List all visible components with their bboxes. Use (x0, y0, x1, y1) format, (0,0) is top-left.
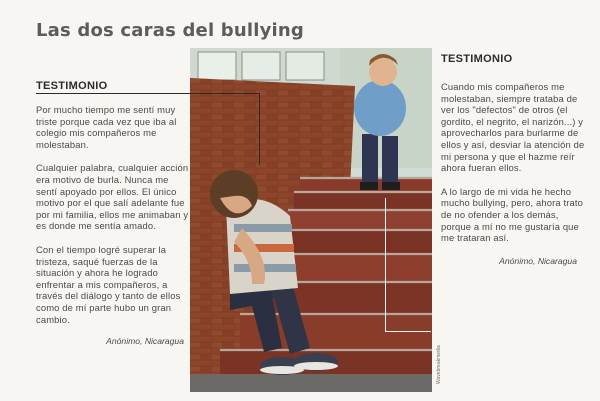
photo-illustration (190, 48, 432, 392)
testimony-left-paragraph: Con el tiempo logré superar la tristeza, saqué fuerzas de la situación y ahora he logrado enfrentar a mis compañeros, a través del diálogo y tanto de ellos como de mí parte hubo un gran cambio. (36, 243, 181, 325)
connector-line (385, 198, 386, 331)
testimony-left-paragraph: Cualquier palabra, cualquier acción era motivo de burla. Nunca me sentí apoyado por ellos. El único motivo por el que salí adelante fue por mi familia, ellos me animaban y es donde me sentía amado. (36, 162, 189, 232)
photo-credit: Wavebreakmedia (436, 345, 442, 384)
connector-line (385, 331, 431, 332)
page-title: Las dos caras del bullying (36, 20, 305, 41)
testimony-right-heading: TESTIMONIO (441, 53, 513, 65)
testimony-left-signature: Anónimo, Nicaragua (106, 336, 184, 347)
testimony-left (36, 80, 190, 346)
testimony-left-heading: TESTIMONIO (36, 80, 108, 92)
bullying-photo (190, 48, 432, 392)
testimony-right (441, 53, 591, 266)
testimony-right-paragraph: A lo largo de mi vida he hecho mucho bullying, pero, ahora trato de no ofender a los demás, porque a mí no me gustaría que me trataran así. (441, 185, 584, 244)
testimony-right-signature: Anónimo, Nicaragua (499, 255, 577, 266)
testimony-right-paragraph: Cuando mis compañeros me molestaban, siempre trataba de ver los "defectos" de otros (el gordito, el negrito, el narizón...) y aprovecharlos para burlarme de ellos y así, desviar la atención de mi persona y que el hazme reír ahora fueran ellos. (441, 81, 585, 174)
connector-line (259, 93, 260, 165)
testimony-left-paragraph: Por mucho tiempo me sentí muy triste porque cada vez que iba al colegio mis compañeros me molestaban. (36, 104, 177, 150)
connector-line (36, 93, 260, 94)
